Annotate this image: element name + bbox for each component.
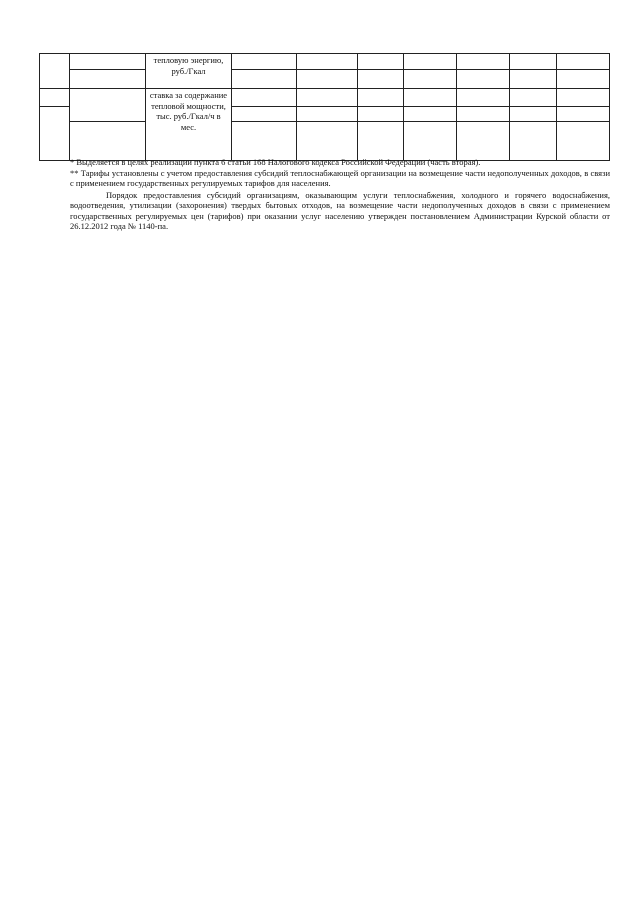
table-cell [40, 89, 70, 107]
footnotes-block [70, 157, 610, 232]
table-cell [557, 54, 610, 70]
table-cell [70, 70, 146, 89]
table-cell [457, 107, 510, 122]
table-row [40, 54, 610, 70]
table-cell [557, 70, 610, 89]
table-cell [358, 54, 404, 70]
table-cell [232, 54, 297, 70]
tariff-table [39, 53, 610, 161]
table-cell [404, 89, 457, 107]
table-cell [70, 122, 146, 161]
table-cell [457, 122, 510, 161]
table-row [40, 89, 610, 107]
table-cell [404, 122, 457, 161]
table-cell [297, 89, 358, 107]
table-cell [404, 54, 457, 70]
table-cell [40, 54, 70, 89]
table-cell [232, 107, 297, 122]
table-cell [510, 54, 557, 70]
table-cell [232, 122, 297, 161]
table-cell [358, 107, 404, 122]
unit-capacity-cell [146, 89, 232, 161]
unit-energy-label: тепловую энергию, руб./Гкал [153, 55, 224, 76]
unit-capacity-label: ставка за содержание тепловой мощности, тыс. руб./Гкал/ч в мес. [149, 90, 228, 132]
table-cell [557, 122, 610, 161]
table-row [40, 122, 610, 161]
table-cell [457, 89, 510, 107]
table-cell [510, 89, 557, 107]
table-row [40, 70, 610, 89]
table-cell [457, 70, 510, 89]
table-cell [510, 107, 557, 122]
table-cell [457, 54, 510, 70]
table-cell [232, 89, 297, 107]
table-cell [297, 54, 358, 70]
table-cell [358, 89, 404, 107]
table-cell [358, 122, 404, 161]
table-cell [70, 54, 146, 70]
table-cell [40, 107, 70, 161]
table-cell [404, 70, 457, 89]
table-cell [297, 107, 358, 122]
footnote-subsidy: ** Тарифы установлены с учетом предоставления субсидий теплоснабжающей организации на возмещение части недополученных доходов, в связи с применением государственных регулируемых тарифов для населения. [70, 167, 610, 188]
table-cell [510, 70, 557, 89]
table-cell [70, 89, 146, 122]
table-cell [358, 70, 404, 89]
table-cell [232, 70, 297, 89]
subsidy-procedure-paragraph: Порядок предоставления субсидий организациям, оказывающим услуги теплоснабжения, холодного и горячего водоснабжения, водоотведения, утилизации (захоронения) твердых бытовых отходов, на возмещение части недополученных доходов в связи с применением государственных регулируемых цен (тарифов) при оказании услуг населению утвержден постановлением Администрации Курской области от 26.12.2012 года № 1140-па. [70, 189, 610, 231]
table-cell [557, 107, 610, 122]
table-cell [557, 89, 610, 107]
table-cell [404, 107, 457, 122]
table-cell [297, 70, 358, 89]
table-cell [510, 122, 557, 161]
footnote-vat: * Выделяется в целях реализации пункта 6 статьи 168 Налогового кодекса Российской Федерации (часть вторая). [70, 157, 481, 167]
unit-energy-cell [146, 54, 232, 89]
table-cell [297, 122, 358, 161]
